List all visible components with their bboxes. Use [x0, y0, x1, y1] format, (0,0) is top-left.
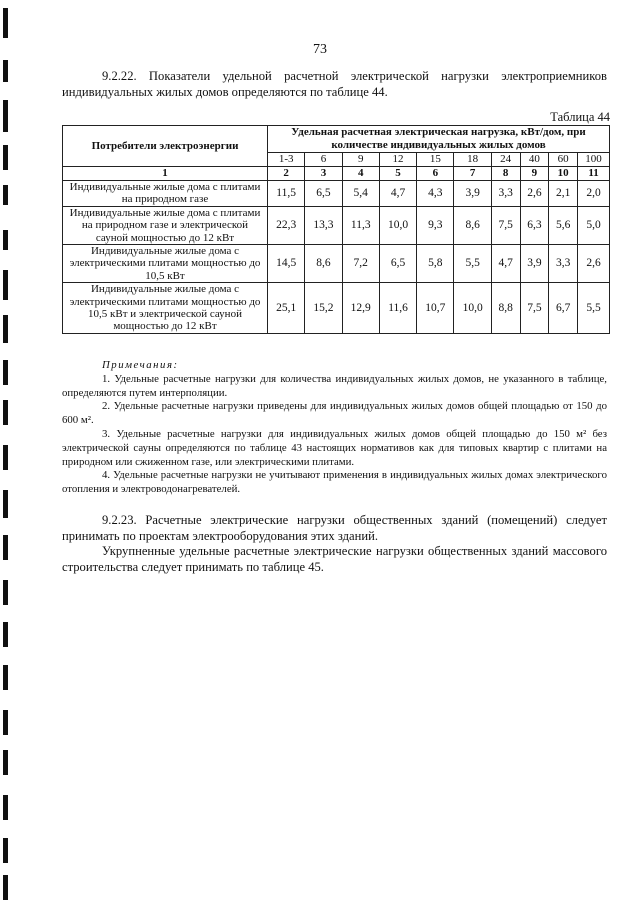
value-cell: 4,7	[379, 181, 416, 207]
value-cell: 5,5	[454, 245, 491, 283]
value-cell: 2,1	[549, 181, 578, 207]
value-cell: 25,1	[268, 283, 305, 334]
column-number: 6	[417, 167, 454, 181]
table-caption: Таблица 44	[550, 110, 610, 124]
note-item: 3. Удельные расчетные нагрузки для индивидуальных жилых домов общей площадью до 150 м² без электрической сауны определяются по таблице 43 настоящих нормативов как для типовых квартир с плитами на природном или сжиженном газе, или электрическими плитами.	[62, 427, 607, 468]
value-cell: 14,5	[268, 245, 305, 283]
value-cell: 13,3	[305, 206, 342, 244]
value-cell: 10,0	[379, 206, 416, 244]
count-cell: 18	[454, 153, 491, 167]
count-cell: 1-3	[268, 153, 305, 167]
value-cell: 3,9	[520, 245, 549, 283]
value-cell: 15,2	[305, 283, 342, 334]
count-cell: 6	[305, 153, 342, 167]
value-cell: 8,6	[305, 245, 342, 283]
value-cell: 5,5	[578, 283, 610, 334]
value-cell: 12,9	[342, 283, 379, 334]
value-cell: 22,3	[268, 206, 305, 244]
value-cell: 3,9	[454, 181, 491, 207]
note-item: 4. Удельные расчетные нагрузки не учитывают применения в индивидуальных жилых домах электрического отопления и электроводонагревателей.	[62, 469, 607, 496]
table-row	[63, 245, 610, 283]
count-cell: 60	[549, 153, 578, 167]
table-row	[63, 181, 610, 207]
column-number: 5	[379, 167, 416, 181]
value-cell: 10,7	[417, 283, 454, 334]
value-cell: 5,0	[578, 206, 610, 244]
notes-title: Примечания:	[102, 359, 179, 371]
consumer-cell: Индивидуальные жилые дома с плитами на природном газе и электрической сауной мощностью до 12 кВт	[63, 206, 268, 244]
value-cell: 6,7	[549, 283, 578, 334]
value-cell: 5,8	[417, 245, 454, 283]
value-cell: 11,6	[379, 283, 416, 334]
section-923-paragraph: 9.2.23. Расчетные электрические нагрузки общественных зданий (помещений) следует принимать по проектам электрооборудования этих зданий.	[62, 513, 607, 543]
value-cell: 3,3	[549, 245, 578, 283]
value-cell: 7,5	[491, 206, 520, 244]
value-cell: 10,0	[454, 283, 491, 334]
value-cell: 4,3	[417, 181, 454, 207]
value-cell: 6,3	[520, 206, 549, 244]
column-number: 3	[305, 167, 342, 181]
value-cell: 3,3	[491, 181, 520, 207]
column-number: 9	[520, 167, 549, 181]
value-cell: 6,5	[305, 181, 342, 207]
count-cell: 100	[578, 153, 610, 167]
value-cell: 5,6	[549, 206, 578, 244]
value-cell: 11,3	[342, 206, 379, 244]
value-cell: 6,5	[379, 245, 416, 283]
note-item: 2. Удельные расчетные нагрузки приведены для индивидуальных жилых домов общей площадью от 150 до 600 м².	[62, 400, 607, 427]
value-cell: 2,0	[578, 181, 610, 207]
count-cell: 40	[520, 153, 549, 167]
consumer-cell: Индивидуальные жилые дома с плитами на природном газе	[63, 181, 268, 207]
notes-block	[62, 359, 607, 497]
consumer-cell: Индивидуальные жилые дома с электрическими плитами мощностью до 10,5 кВт и электрической сауной мощностью до 12 кВт	[63, 283, 268, 334]
value-cell: 7,5	[520, 283, 549, 334]
page-number: 73	[313, 42, 327, 57]
count-cell: 12	[379, 153, 416, 167]
header-consumer: Потребители электроэнергии	[63, 126, 268, 167]
value-cell: 9,3	[417, 206, 454, 244]
column-number: 10	[549, 167, 578, 181]
load-table	[62, 125, 610, 334]
value-cell: 8,6	[454, 206, 491, 244]
column-number: 7	[454, 167, 491, 181]
count-cell: 9	[342, 153, 379, 167]
column-number: 2	[268, 167, 305, 181]
value-cell: 4,7	[491, 245, 520, 283]
note-item: 1. Удельные расчетные нагрузки для количества индивидуальных жилых домов, не указанного в таблице, определяются путем интерполяции.	[62, 372, 607, 399]
value-cell: 2,6	[578, 245, 610, 283]
count-cell: 24	[491, 153, 520, 167]
count-cell: 15	[417, 153, 454, 167]
column-number: 11	[578, 167, 610, 181]
section-923-paragraph-2: Укрупненные удельные расчетные электрические нагрузки общественных зданий массового строительства следует принимать по таблице 45.	[62, 544, 607, 574]
column-number-row	[63, 167, 610, 181]
column-number: 4	[342, 167, 379, 181]
table-row	[63, 206, 610, 244]
value-cell: 5,4	[342, 181, 379, 207]
value-cell: 2,6	[520, 181, 549, 207]
header-load: Удельная расчетная электрическая нагрузка, кВт/дом, при количестве индивидуальных жилых домов	[268, 126, 610, 153]
table-row	[63, 283, 610, 334]
binding-marks	[3, 0, 11, 905]
value-cell: 8,8	[491, 283, 520, 334]
column-number: 1	[63, 167, 268, 181]
consumer-cell: Индивидуальные жилые дома с электрическими плитами мощностью до 10,5 кВт	[63, 245, 268, 283]
column-number: 8	[491, 167, 520, 181]
value-cell: 11,5	[268, 181, 305, 207]
intro-paragraph: 9.2.22. Показатели удельной расчетной электрической нагрузки электроприемников индивидуальных жилых домов определяются по таблице 44.	[62, 69, 607, 99]
value-cell: 7,2	[342, 245, 379, 283]
